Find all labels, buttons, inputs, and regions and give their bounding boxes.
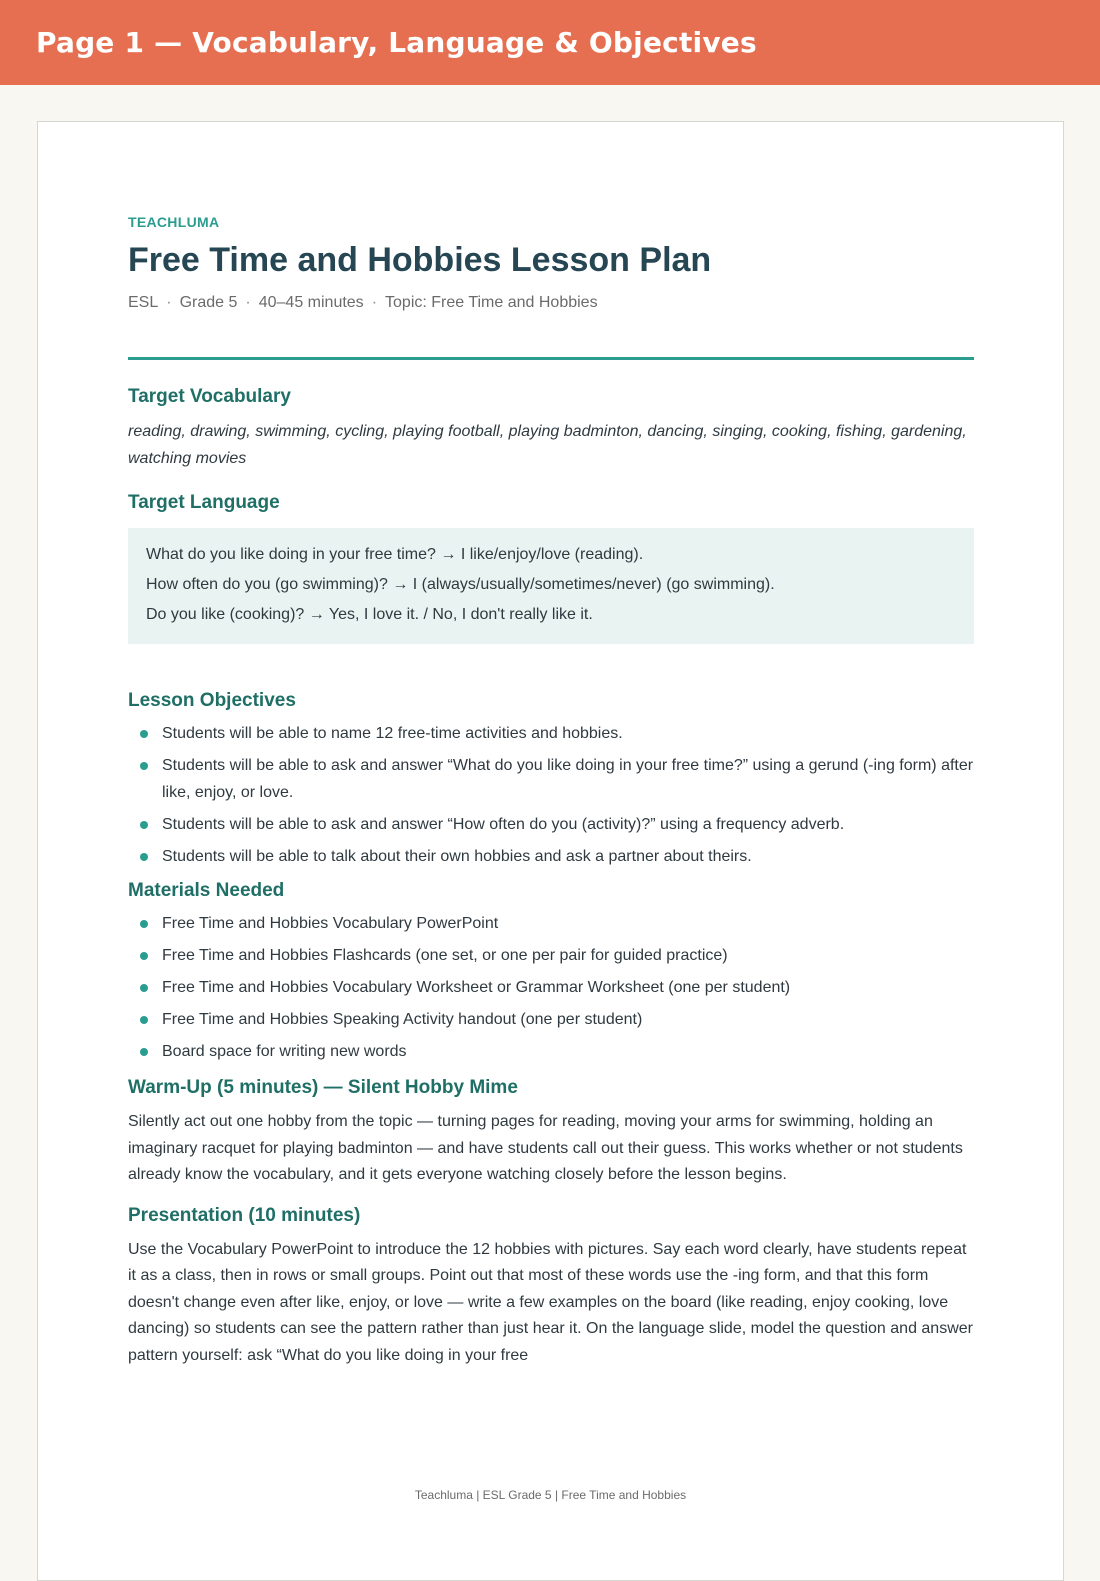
list-item-text: Free Time and Hobbies Vocabulary Worksheet or Grammar Worksheet (one per student) (162, 979, 791, 996)
section-heading: Warm-Up (5 minutes) — Silent Hobby Mime (128, 1077, 518, 1098)
target-vocabulary-section (128, 384, 974, 472)
document-page (37, 121, 1064, 1581)
section-heading: Presentation (10 minutes) (128, 1204, 361, 1226)
lesson-meta (128, 294, 974, 312)
bullet-icon (140, 821, 148, 829)
materials-list (128, 910, 974, 1065)
list-item (128, 720, 974, 747)
meta-separator: · (166, 294, 172, 311)
target-language-section (128, 490, 974, 644)
list-item-text: Free Time and Hobbies Vocabulary PowerPoint (162, 915, 499, 932)
meta-subject: ESL (128, 294, 159, 311)
list-item (128, 811, 974, 838)
list-item (128, 942, 974, 969)
language-box (128, 528, 974, 644)
bullet-icon (140, 920, 148, 928)
bullet-icon (140, 984, 148, 992)
bullet-icon (140, 952, 148, 960)
lesson-objectives-section (128, 688, 974, 870)
language-line: What do you like doing in your free time? → I like/enjoy/love (reading). (146, 546, 644, 563)
list-item (128, 752, 974, 806)
banner-title: Page 1 — Vocabulary, Language & Objectives (36, 26, 757, 59)
presentation-text: Use the Vocabulary PowerPoint to introduce the 12 hobbies with pictures. Say each word clearly, have students repeat it as a class, then in rows or small groups. Point out that most of these words use the -ing form, and that this form doesn't change even after like, enjoy, or love — write a few examples on the board (like reading, enjoy cooking, love dancing) so students can see the pattern rather than just hear it. On the language slide, model the question and answer pattern yourself: ask “What do you like doing in your free (128, 1240, 973, 1364)
meta-duration: 40–45 minutes (258, 294, 364, 311)
list-item-text: Free Time and Hobbies Flashcards (one set, or one per pair for guided practice) (162, 947, 728, 964)
bullet-icon (140, 1016, 148, 1024)
vocabulary-list: reading, drawing, swimming, cycling, playing football, playing badminton, dancing, singing, cooking, fishing, gardening, watching movies (128, 423, 967, 467)
list-item-text: Free Time and Hobbies Speaking Activity handout (one per student) (162, 1011, 643, 1028)
list-item-text: Board space for writing new words (162, 1043, 407, 1060)
section-heading: Materials Needed (128, 880, 285, 901)
list-item (128, 910, 974, 937)
bullet-icon (140, 1048, 148, 1056)
list-item-text: Students will be able to name 12 free-time activities and hobbies. (162, 725, 623, 742)
page-footer: Teachluma | ESL Grade 5 | Free Time and Hobbies (414, 1488, 687, 1502)
list-item-text: Students will be able to ask and answer “How often do you (activity)?” using a frequency adverb. (162, 816, 845, 833)
page-banner (0, 0, 1100, 85)
warmup-text: Silently act out one hobby from the topic — turning pages for reading, moving your arms for swimming, holding an imaginary racquet for playing badminton — and have students call out their guess. This works whether or not students already know the vocabulary, and it gets everyone watching closely before the lesson begins. (128, 1113, 963, 1183)
header-divider (128, 357, 974, 360)
list-item (128, 974, 974, 1001)
meta-separator: · (371, 294, 378, 311)
meta-separator: · (245, 294, 251, 311)
section-heading: Lesson Objectives (128, 690, 296, 711)
list-item-text: Students will be able to talk about their own hobbies and ask a partner about theirs. (162, 848, 752, 865)
language-line: How often do you (go swimming)? → I (always/usually/sometimes/never) (go swimming). (146, 576, 775, 593)
document-content (128, 214, 974, 1369)
bullet-icon (140, 762, 148, 770)
meta-grade: Grade 5 (179, 294, 238, 311)
list-item-text: Students will be able to ask and answer “What do you like doing in your free time?” using a gerund (-ing form) after like, enjoy, or love. (162, 757, 974, 801)
brand-label: TEACHLUMA (128, 214, 220, 230)
materials-section (128, 878, 974, 1065)
list-item (128, 843, 974, 870)
bullet-icon (140, 853, 148, 861)
objectives-list (128, 720, 974, 870)
language-line: Do you like (cooking)? → Yes, I love it. / No, I don't really like it. (146, 606, 593, 623)
bullet-icon (140, 730, 148, 738)
warmup-section (128, 1075, 974, 1189)
list-item (128, 1006, 974, 1033)
list-item (128, 1038, 974, 1065)
presentation-section (128, 1203, 974, 1370)
meta-topic: Topic: Free Time and Hobbies (385, 294, 598, 311)
page-title: Free Time and Hobbies Lesson Plan (128, 241, 712, 279)
section-heading: Target Language (128, 492, 280, 513)
section-heading: Target Vocabulary (128, 386, 291, 407)
